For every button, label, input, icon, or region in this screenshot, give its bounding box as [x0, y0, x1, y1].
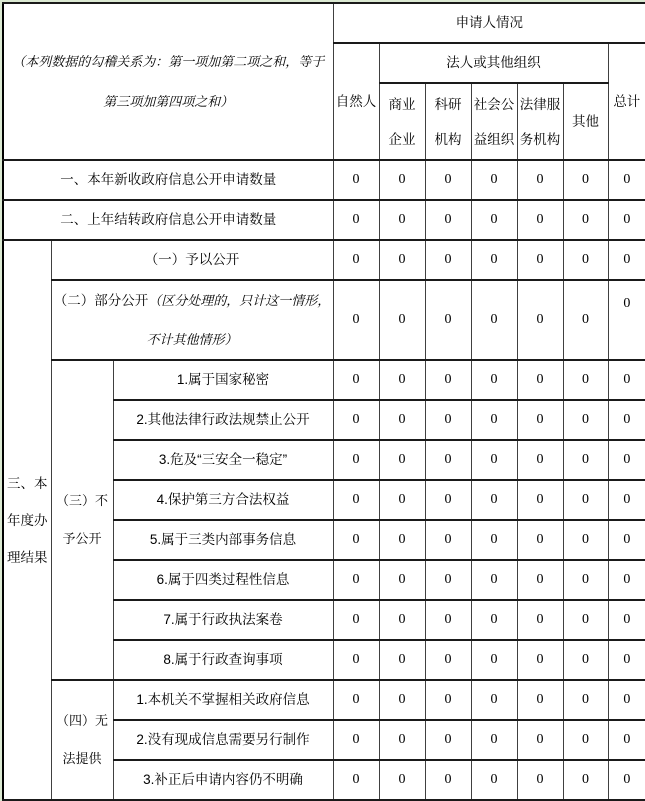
col-header-line: 商业 [388, 96, 416, 112]
value-cell: 0 [379, 600, 425, 640]
value-cell: 0 [517, 560, 563, 600]
value-cell: 0 [425, 640, 471, 680]
value-cell: 0 [379, 160, 425, 200]
value-cell: 0 [517, 360, 563, 400]
value-cell: 0 [333, 760, 379, 800]
value-cell: 0 [425, 400, 471, 440]
value-cell: 0 [379, 240, 425, 280]
value-cell: 0 [471, 480, 517, 520]
value-cell: 0 [517, 200, 563, 240]
col-header-line: 益组织 [473, 131, 515, 147]
row-label-new-requests: 一、本年新收政府信息公开申请数量 [3, 160, 333, 200]
disclosure-requests-table [2, 2, 645, 801]
value-cell: 0 [379, 480, 425, 520]
value-cell: 0 [471, 360, 517, 400]
value-cell: 0 [471, 560, 517, 600]
value-cell: 0 [471, 520, 517, 560]
value-cell: 0 [471, 640, 517, 680]
value-cell: 0 [563, 600, 608, 640]
value-cell: 0 [517, 600, 563, 640]
value-cell: 0 [425, 720, 471, 760]
value-cell: 0 [471, 600, 517, 640]
value-cell: 0 [333, 720, 379, 760]
row-label-enforcement-files: 7.属于行政执法案卷 [113, 600, 333, 640]
value-cell: 0 [608, 280, 645, 360]
value-cell: 0 [517, 640, 563, 680]
value-cell: 0 [608, 720, 645, 760]
row-label-carried-over-requests: 二、上年结转政府信息公开申请数量 [3, 200, 333, 240]
value-cell: 0 [517, 240, 563, 280]
value-cell: 0 [425, 440, 471, 480]
row-label-prohibited-by-law: 2.其他法律行政法规禁止公开 [113, 400, 333, 440]
row-label-state-secret: 1.属于国家秘密 [113, 360, 333, 400]
value-cell: 0 [608, 400, 645, 440]
value-cell: 0 [425, 200, 471, 240]
col-header-line: 务机构 [519, 131, 561, 147]
value-cell: 0 [425, 480, 471, 520]
value-cell: 0 [333, 360, 379, 400]
value-cell: 0 [563, 520, 608, 560]
col-header-business-enterprise [379, 83, 425, 160]
col-header-line: 机构 [434, 131, 462, 147]
value-cell: 0 [333, 240, 379, 280]
row-label-info-not-held: 1.本机关不掌握相关政府信息 [113, 680, 333, 720]
value-cell: 0 [471, 720, 517, 760]
value-cell: 0 [608, 680, 645, 720]
row-label-note: （区分处理的，只计这一情形，不计其他情形） [146, 293, 331, 347]
value-cell: 0 [379, 720, 425, 760]
value-cell: 0 [333, 440, 379, 480]
row-group-unable-to-provide: （四）无法提供 [51, 680, 113, 800]
value-cell: 0 [379, 640, 425, 680]
value-cell: 0 [379, 680, 425, 720]
value-cell: 0 [563, 400, 608, 440]
value-cell: 0 [471, 160, 517, 200]
value-cell: 0 [563, 240, 608, 280]
value-cell: 0 [379, 760, 425, 800]
value-cell: 0 [471, 240, 517, 280]
value-cell: 0 [608, 760, 645, 800]
row-label-text: （二）部分公开 [53, 293, 149, 308]
value-cell: 0 [517, 680, 563, 720]
value-cell: 0 [563, 480, 608, 520]
value-cell: 0 [333, 600, 379, 640]
row-label-needs-separate-production: 2.没有现成信息需要另行制作 [113, 720, 333, 760]
value-cell: 0 [517, 520, 563, 560]
value-cell: 0 [379, 400, 425, 440]
value-cell: 0 [563, 640, 608, 680]
col-header-other: 其他 [563, 83, 608, 160]
value-cell: 0 [425, 160, 471, 200]
col-header-org-group: 法人或其他组织 [379, 43, 608, 83]
value-cell: 0 [379, 560, 425, 600]
value-cell: 0 [425, 680, 471, 720]
value-cell: 0 [471, 440, 517, 480]
col-header-line: 法律服 [519, 96, 561, 112]
value-cell: 0 [471, 680, 517, 720]
value-cell: 0 [517, 720, 563, 760]
value-cell: 0 [379, 520, 425, 560]
value-cell: 0 [333, 520, 379, 560]
value-cell: 0 [471, 760, 517, 800]
value-cell: 0 [608, 240, 645, 280]
value-cell: 0 [517, 480, 563, 520]
value-cell: 0 [563, 160, 608, 200]
col-header-public-welfare-org [471, 83, 517, 160]
value-cell: 0 [379, 440, 425, 480]
row-label-endanger-security: 3.危及“三安全一稳定” [113, 440, 333, 480]
value-cell: 0 [425, 240, 471, 280]
value-cell: 0 [608, 640, 645, 680]
row-label-administrative-inquiry: 8.属于行政查询事项 [113, 640, 333, 680]
row-label-protect-third-party: 4.保护第三方合法权益 [113, 480, 333, 520]
value-cell: 0 [608, 600, 645, 640]
value-cell: 0 [517, 400, 563, 440]
value-cell: 0 [425, 280, 471, 360]
value-cell: 0 [563, 360, 608, 400]
value-cell: 0 [608, 480, 645, 520]
value-cell: 0 [471, 200, 517, 240]
row-label-partially-disclosed [51, 280, 333, 360]
value-cell: 0 [608, 360, 645, 400]
value-cell: 0 [608, 200, 645, 240]
col-header-research-institution [425, 83, 471, 160]
value-cell: 0 [333, 560, 379, 600]
value-cell: 0 [563, 280, 608, 360]
value-cell: 0 [425, 600, 471, 640]
value-cell: 0 [563, 440, 608, 480]
col-header-line: 企业 [388, 131, 416, 147]
value-cell: 0 [333, 680, 379, 720]
value-cell: 0 [425, 760, 471, 800]
row-label-disclosed: （一）予以公开 [51, 240, 333, 280]
value-cell: 0 [563, 200, 608, 240]
value-cell: 0 [608, 520, 645, 560]
value-cell: 0 [333, 400, 379, 440]
value-cell: 0 [471, 280, 517, 360]
value-cell: 0 [517, 280, 563, 360]
value-cell: 0 [608, 560, 645, 600]
value-cell: 0 [333, 480, 379, 520]
col-header-total: 总计 [608, 43, 645, 160]
value-cell: 0 [425, 520, 471, 560]
value-cell: 0 [379, 360, 425, 400]
row-label-still-unclear-after-correction: 3.补正后申请内容仍不明确 [113, 760, 333, 800]
value-cell: 0 [333, 640, 379, 680]
value-cell: 0 [517, 760, 563, 800]
value-cell: 0 [379, 200, 425, 240]
value-cell: 0 [517, 160, 563, 200]
row-label-process-information: 6.属于四类过程性信息 [113, 560, 333, 600]
value-cell: 0 [333, 160, 379, 200]
value-cell: 0 [608, 440, 645, 480]
value-cell: 0 [379, 280, 425, 360]
col-header-natural-person: 自然人 [333, 43, 379, 160]
col-header-line: 社会公 [473, 96, 515, 112]
value-cell: 0 [333, 200, 379, 240]
row-group-not-disclosed: （三）不予公开 [51, 360, 113, 680]
header-applicant-status: 申请人情况 [333, 3, 645, 43]
row-label-internal-affairs: 5.属于三类内部事务信息 [113, 520, 333, 560]
col-header-legal-service-org [517, 83, 563, 160]
header-note: （本列数据的勾稽关系为：第一项加第二项之和，等于第三项加第四项之和） [3, 3, 333, 160]
value-cell: 0 [563, 720, 608, 760]
col-header-line: 科研 [434, 96, 462, 112]
value-cell: 0 [563, 560, 608, 600]
value-cell: 0 [608, 160, 645, 200]
value-cell: 0 [563, 760, 608, 800]
row-group-annual-results: 三、本年度办理结果 [3, 240, 51, 800]
value-cell: 0 [517, 440, 563, 480]
value-cell: 0 [563, 680, 608, 720]
value-cell: 0 [425, 560, 471, 600]
value-cell: 0 [425, 360, 471, 400]
value-cell: 0 [471, 400, 517, 440]
value-cell: 0 [333, 280, 379, 360]
